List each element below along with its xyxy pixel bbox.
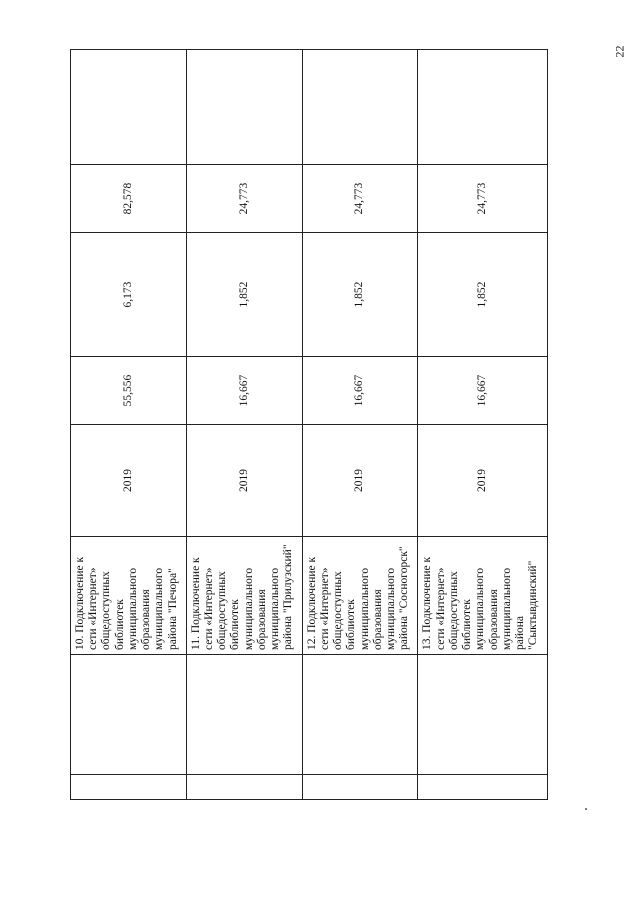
blank-cell bbox=[418, 655, 548, 775]
measure-description-cell bbox=[418, 537, 548, 655]
blank-cell bbox=[186, 50, 302, 165]
blank-cell bbox=[302, 50, 418, 165]
total-cell: 82,578 bbox=[71, 165, 187, 233]
measure-description-cell bbox=[71, 537, 187, 655]
table-rotation-frame bbox=[70, 50, 548, 800]
table-row bbox=[186, 50, 302, 800]
blank-cell bbox=[186, 655, 302, 775]
amount-cell: 6,173 bbox=[71, 233, 187, 357]
blank-cell bbox=[302, 655, 418, 775]
year-cell: 2019 bbox=[186, 425, 302, 537]
amount-cell: 16,667 bbox=[186, 357, 302, 425]
scan-speck bbox=[585, 808, 587, 810]
measure-description: 11. Подключение к сети «Интернет» общедоступных библиотек муниципального образования муниципального района "Прилузский" bbox=[189, 544, 295, 650]
measure-description: 13. Подключение к сети «Интернет» общедоступных библиотек муниципального образования муниципального района "Сыктывдинский" bbox=[421, 556, 540, 650]
table-row bbox=[302, 50, 418, 800]
margin-cell bbox=[71, 775, 187, 800]
margin-cell bbox=[186, 775, 302, 800]
total-cell: 24,773 bbox=[302, 165, 418, 233]
budget-table bbox=[70, 49, 548, 800]
rotated-table-container bbox=[70, 50, 548, 800]
year-cell: 2019 bbox=[71, 425, 187, 537]
amount-cell: 1,852 bbox=[418, 233, 548, 357]
amount-cell: 1,852 bbox=[186, 233, 302, 357]
amount-cell: 16,667 bbox=[302, 357, 418, 425]
year-cell: 2019 bbox=[418, 425, 548, 537]
blank-cell bbox=[71, 50, 187, 165]
table-row bbox=[71, 50, 187, 800]
measure-description-cell bbox=[302, 537, 418, 655]
margin-cell bbox=[418, 775, 548, 800]
amount-cell: 55,556 bbox=[71, 357, 187, 425]
amount-cell: 1,852 bbox=[302, 233, 418, 357]
page-number: 22 bbox=[612, 45, 627, 58]
year-cell: 2019 bbox=[302, 425, 418, 537]
table-row bbox=[418, 50, 548, 800]
blank-cell bbox=[71, 655, 187, 775]
measure-description: 10. Подключение к сети «Интернет» общедоступных библиотек муниципального образования муниципального района "Печора" bbox=[74, 556, 179, 650]
total-cell: 24,773 bbox=[186, 165, 302, 233]
measure-description-cell bbox=[186, 537, 302, 655]
margin-cell bbox=[302, 775, 418, 800]
amount-cell: 16,667 bbox=[418, 357, 548, 425]
blank-cell bbox=[418, 50, 548, 165]
measure-description: 12. Подключение к сети «Интернет» общедоступных библиотек муниципального образования муниципального района "Сосногорск" bbox=[305, 546, 411, 650]
total-cell: 24,773 bbox=[418, 165, 548, 233]
